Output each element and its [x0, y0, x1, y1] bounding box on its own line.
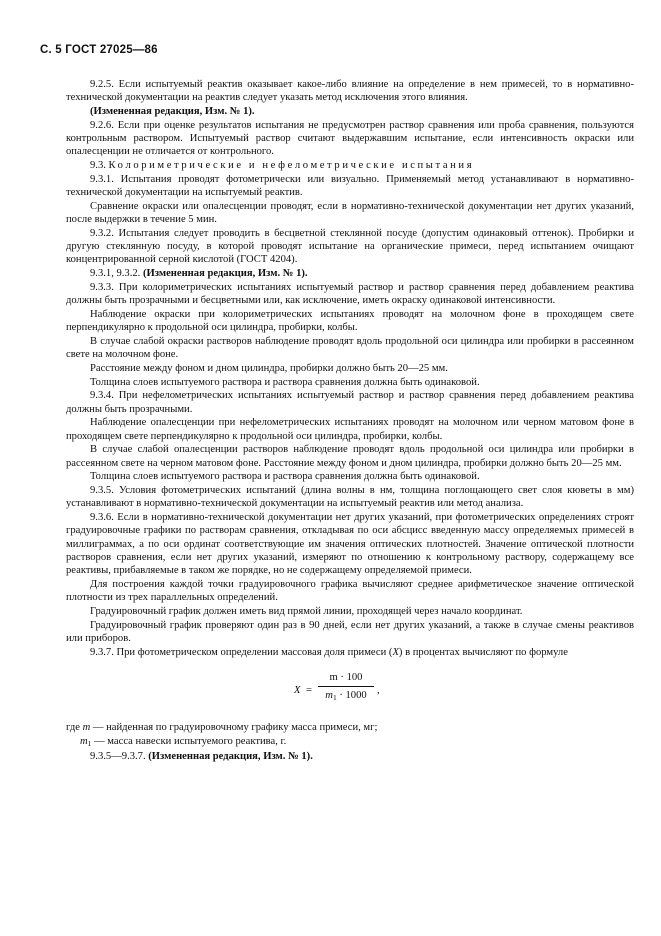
- definition-m: где m — найденная по градуировочному графику масса примеси, мг;: [66, 721, 378, 733]
- paragraph: Градуировочный график должен иметь вид прямой линии, проходящей через начало координат.: [90, 605, 523, 617]
- paragraph-9-3-5: 9.3.5. Условия фотометрических испытаний (длина волны в нм, толщина поглощающего свет слоя кюветы в мм) устанавливают в нормативно-технической документации на испытуемый реактив или метод анализа.: [66, 485, 634, 510]
- paragraph-9-2-6: 9.2.6. Если при оценке результатов испытания не предусмотрен раствор сравнения или проба сравнения, пользуются контрольным раствором. Испытуемый раствор считают выдержавшим испытание, если интенсивность окраски или опалесценции не отличается от контрольного.: [66, 119, 634, 158]
- page-header: С. 5 ГОСТ 27025—86: [40, 44, 158, 56]
- paragraph: В случае слабой окраски растворов наблюдение проводят вдоль продольной оси цилиндра или пробирки в рассеянном свете на молочном фоне.: [66, 335, 634, 360]
- formula-fraction: [318, 671, 374, 703]
- formula: [66, 667, 634, 715]
- amendment-note: (Измененная редакция, Изм. № 1).: [90, 106, 255, 117]
- paragraph-9-3-6: 9.3.6. Если в нормативно-технической документации нет других указаний, при фотометрических определениях строят градуировочные графики по растворам сравнения, откладывая по оси абсцисс введенную массу определяемых примесей в миллиграммах, а по оси ординат соответствующие им значения оптических плотностей. Значение оптической плотности растворов сравнения, если нет других указаний, измеряют по отношению к контрольному раствору, содержащему все реактивы, прибавляемые в таком же порядке, но не содержащему определяемой примеси.: [66, 512, 634, 576]
- paragraph: Расстояние между фоном и дном цилиндра, пробирки должно быть 20—25 мм.: [90, 362, 448, 374]
- amendment-label: (Измененная редакция, Изм. № 1).: [142, 268, 308, 279]
- formula-denominator: $m_1 \cdot 1000$: [325, 689, 367, 702]
- amendment-note-9-3-1-9-3-2: [66, 267, 634, 280]
- paragraph-9-3-1: 9.3.1. Испытания проводят фотометрически или визуально. Применяемый метод устанавливают в нормативно-технической документации на испытуемый реактив.: [66, 173, 634, 198]
- paragraph: Толщина слоев испытуемого раствора и раствора сравнения должна быть одинаковой.: [90, 376, 480, 388]
- paragraph-9-3-7: 9.3.7. При фотометрическом определении массовая доля примеси (X) в процентах вычисляют по формуле: [90, 646, 568, 658]
- section-heading-9-3: [66, 159, 634, 172]
- definition-m1: $m_1$ — масса навески испытуемого реактива, г.: [80, 735, 287, 748]
- paragraph-9-3-4: 9.3.4. При нефелометрических испытаниях испытуемый раствор и раствор сравнения перед добавлением реактива должны быть прозрачными.: [66, 390, 634, 415]
- paragraph-9-3-2: 9.3.2. Испытания следует проводить в бесцветной стеклянной посуде (допустим одинаковый оттенок). Пробирки и другую стеклянную посуду, в которой проводят испытание на органические примеси, перед испытанием очищают концентрированной серной кислотой (ГОСТ 4204).: [66, 227, 634, 266]
- amendment-note-9-3-5-9-3-7: [66, 750, 634, 763]
- formula-numerator: m · 100: [329, 671, 363, 683]
- paragraph: Сравнение окраски или опалесценции проводят, если в нормативно-технической документации нет других указаний, после выдержки в течение 5 мин.: [66, 200, 634, 225]
- fraction-bar: [318, 686, 374, 687]
- formula-equals: =: [306, 684, 312, 696]
- amendment-label: (Измененная редакция, Изм. № 1).: [148, 751, 313, 763]
- paragraph: Градуировочный график проверяют один раз в 90 дней, если нет других указаний, а также в случае смены реактивов или приборов.: [66, 619, 634, 644]
- variable-x: X: [392, 646, 399, 658]
- formula-lhs: X: [294, 684, 301, 696]
- document-body: [66, 78, 634, 764]
- paragraph: В случае слабой опалесценции растворов наблюдение проводят вдоль продольной оси цилиндра или пробирки в рассеянном свете на черном матовом фоне. Расстояние между фоном и дном цилиндра, пробирки должно быть 20—25 мм.: [66, 444, 634, 469]
- clause-ref: 9.3.1, 9.3.2.: [90, 268, 141, 279]
- clause-ref: 9.3.5—9.3.7.: [90, 751, 146, 763]
- section-title: Колориметрические и нефелометрические испытания: [108, 160, 475, 171]
- paragraph: Для построения каждой точки градуировочного графика вычисляют среднее арифметическое значение оптической плотности из трех параллельных определений.: [66, 578, 634, 603]
- paragraph: Толщина слоев испытуемого раствора и раствора сравнения должна быть одинаковой.: [90, 471, 480, 483]
- section-number: 9.3.: [90, 160, 106, 171]
- paragraph-9-3-3: 9.3.3. При колориметрических испытаниях испытуемый раствор и раствор сравнения перед добавлением реактива должны быть прозрачными и бесцветными или, как исключение, иметь окраску одинаковой интенсивности.: [66, 281, 634, 306]
- paragraph-9-2-5: 9.2.5. Если испытуемый реактив оказывает какое-либо влияние на определение в нем примесей, то в нормативно-технической документации на реактив следует указать метод исключения этого влияния.: [66, 79, 634, 104]
- formula-comma: ,: [377, 684, 380, 696]
- paragraph: Наблюдение опалесценции при нефелометрических испытаниях проводят на молочном или черном матовом фоне в проходящем свете перпендикулярно к продольной оси цилиндра, пробирки, колбы.: [66, 417, 634, 442]
- paragraph: Наблюдение окраски при колориметрических испытаниях проводят на молочном фоне в проходящем свете перпендикулярно к продольной оси цилиндра, пробирки, колбы.: [66, 308, 634, 333]
